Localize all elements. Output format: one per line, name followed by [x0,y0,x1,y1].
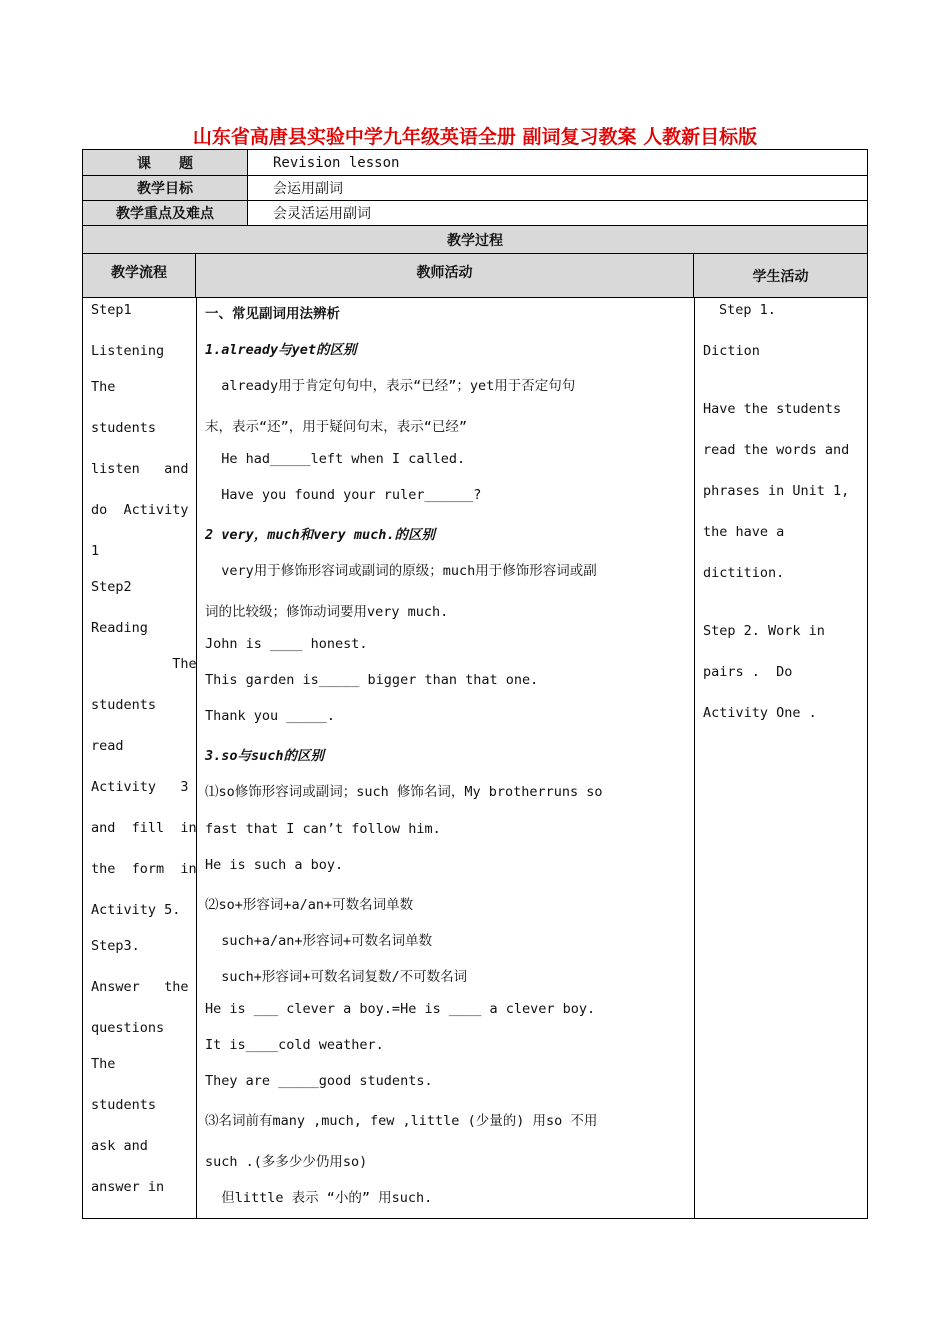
student-line: Step 2. Work in [703,623,825,639]
teacher-line: very用于修饰形容词或副词的原级；much用于修饰形容词或副 [205,563,597,579]
teacher-line: 末，表示“还”，用于疑问句末，表示“已经” [205,419,468,435]
flow-line: Listening [91,343,165,359]
teacher-line: John is ____ honest. [205,636,368,652]
info-value: 会灵活运用副词 [273,206,371,222]
flow-line: questions [91,1020,165,1036]
flow-line: Step1 [91,302,132,318]
student-line: the have a [703,524,785,540]
info-row-goal [83,176,867,201]
process-header: 教学过程 [83,226,867,254]
info-value: 会运用副词 [273,181,343,197]
document-title: 山东省高唐县实验中学九年级英语全册 副词复习教案 人教新目标版 [192,126,758,148]
student-line: Step 1. [719,302,776,318]
teacher-line: It is____cold weather. [205,1037,384,1053]
flow-line: read [91,738,124,754]
teacher-line: such .(多多少少仍用so) [205,1154,368,1170]
teacher-line: He is ___ clever a boy.=He is ____ a clever boy. [205,1001,596,1017]
student-line: read the words and [703,442,850,458]
column-header-teacher: 教师活动 [196,254,694,297]
teacher-line: 词的比较级；修饰动词要用very much. [205,604,449,620]
flow-line: ask and [91,1138,148,1154]
flow-line: answer in [91,1179,165,1195]
teacher-line: such+形容词+可数名词复数/不可数名词 [205,969,468,985]
teacher-line: 但little 表示 “小的” 用such. [205,1190,433,1206]
teacher-line: such+a/an+形容词+可数名词单数 [205,933,433,949]
flow-line: The [91,379,116,395]
teacher-line: 3.so与such的区别 [205,748,325,764]
student-line: dictition. [703,565,785,581]
student-line: Activity One . [703,705,817,721]
teacher-column [205,302,689,1212]
flow-line: 1 [91,543,100,559]
teacher-line: ⑴so修饰形容词或副词；such 修饰名词，My brotherruns so [205,784,603,800]
flow-line: students [91,420,157,436]
student-line: phrases in Unit 1, [703,483,850,499]
flow-line: Answer the [91,979,189,995]
teacher-line: ⑵so+形容词+a/an+可数名词单数 [205,897,414,913]
teacher-line: ⑶名词前有many ,much, few ,little (少量的) 用so 不用 [205,1113,598,1129]
flow-line: listen and [91,461,189,477]
teacher-line: 1.already与yet的区别 [205,342,357,358]
flow-line: Activity 5. [91,902,181,918]
flow-line: Step2 [91,579,132,595]
flow-line: The [91,656,197,672]
teacher-line: Have you found your ruler______? [205,487,482,503]
flow-line: Activity 3 [91,779,189,795]
info-label: 课 题 [83,150,248,175]
info-row-topic [83,150,867,176]
flow-line: the form in [91,861,197,877]
column-divider [196,298,197,1218]
flow-line: students [91,697,157,713]
info-row-key-points [83,201,867,226]
teacher-line: 一、常见副词用法辨析 [205,306,340,322]
teacher-line: He is such a boy. [205,857,344,873]
teacher-line: 2 very，much和very much.的区别 [205,527,436,543]
column-header-student: 学生活动 [694,254,867,297]
student-line: Diction [703,343,760,359]
student-line: pairs . Do [703,664,793,680]
column-header-row [83,254,867,298]
flow-line: Step3. [91,938,140,954]
teacher-line: already用于肯定句句中，表示“已经”；yet用于否定句句 [205,378,576,394]
info-value: Revision lesson [273,154,400,171]
column-divider [694,298,695,1218]
teacher-line: Thank you _____. [205,708,336,724]
flow-line: and fill in [91,820,197,836]
teacher-line: He had_____left when I called. [205,451,466,467]
info-label: 教学重点及难点 [83,201,248,225]
lesson-plan-table [82,149,868,1219]
flow-line: The [91,1056,116,1072]
column-header-flow: 教学流程 [83,254,196,297]
flow-line: Reading [91,620,148,636]
teacher-line: fast that I can’t follow him. [205,821,441,837]
teacher-line: They are _____good students. [205,1073,433,1089]
flow-line: do Activity [91,502,189,518]
info-label: 教学目标 [83,176,248,200]
teacher-line: This garden is_____ bigger than that one. [205,672,539,688]
flow-line: students [91,1097,157,1113]
student-line: Have the students [703,401,842,417]
